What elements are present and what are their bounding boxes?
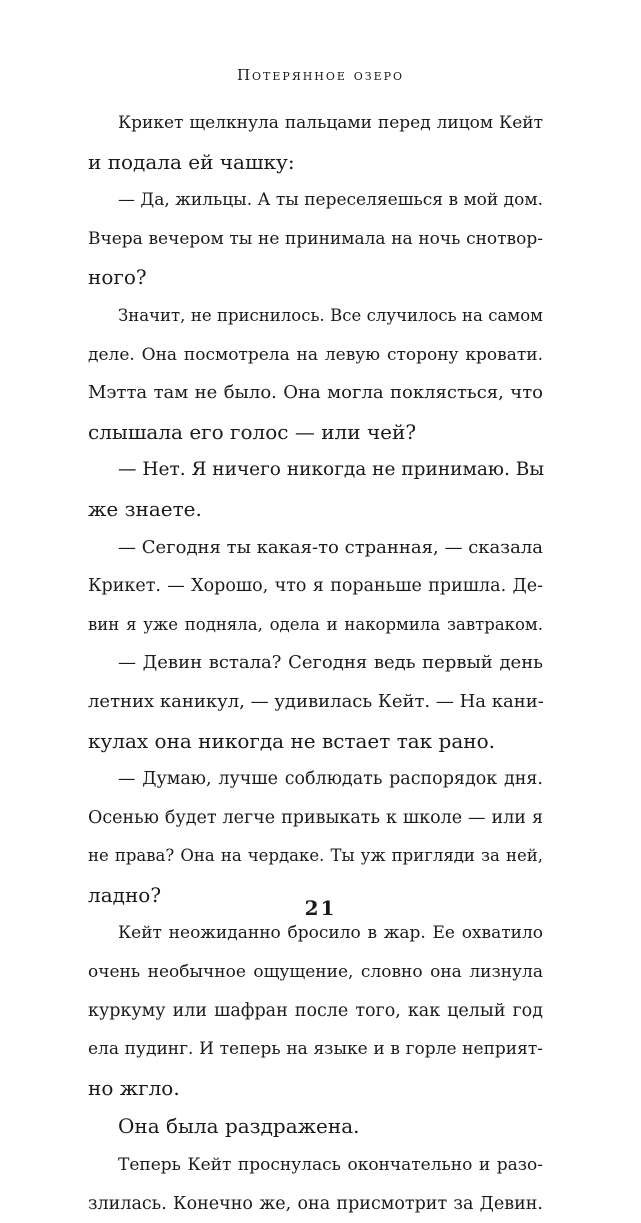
text-line: и подала ей чашку: — [88, 149, 295, 174]
text-line: ладно? — [88, 882, 162, 907]
text-line: летних каникул, — удивилась Кейт. — На кани- — [88, 690, 544, 712]
text-line: — Девин встала? Сегодня ведь первый день — [118, 652, 543, 674]
text-line: — Думаю, лучше соблюдать распорядок дня. — [118, 769, 543, 790]
text-line: — Нет. Я ничего никогда не принимаю. Вы — [118, 459, 545, 481]
text-line: ела пудинг. И теперь на языке и в горле неприят- — [88, 1039, 543, 1060]
text-line: деле. Она посмотрела на левую сторону кровати. — [88, 344, 543, 365]
text-line: злилась. Конечно же, она присмотрит за Девин. — [88, 1193, 543, 1214]
text-line: Она была раздражена. — [118, 1114, 360, 1139]
running-head: Потерянное озеро — [236, 66, 405, 84]
text-line: не права? Она на чердаке. Ты уж пригляди за ней, — [88, 846, 543, 866]
text-line: слышала его голос — или чей? — [88, 419, 417, 444]
text-line: вин я уже подняла, одела и накормила завтраком. — [88, 614, 543, 634]
page-number: 21 — [304, 896, 337, 920]
text-line: кулах она никогда не встает так рано. — [88, 728, 495, 753]
text-line: Вчера вечером ты не принимала на ночь снотвор- — [88, 228, 543, 249]
body-text — [88, 104, 543, 1223]
text-line: Крикет щелкнула пальцами перед лицом Кейт — [118, 113, 543, 133]
text-line: Значит, не приснилось. Все случилось на самом — [118, 305, 543, 325]
text-line: Мэтта там не было. Она могла поклясться, что — [88, 382, 543, 404]
text-line: же знаете. — [88, 496, 202, 521]
text-line: куркуму или шафран после того, как целый год — [88, 1000, 543, 1021]
text-line: Кейт неожиданно бросило в жар. Ее охватило — [118, 923, 543, 944]
text-line: но жгло. — [88, 1075, 180, 1100]
text-line: Крикет. — Хорошо, что я пораньше пришла. Де- — [88, 576, 543, 597]
text-line: ного? — [88, 265, 147, 290]
text-line: — Да, жильцы. А ты переселяешься в мой дом. — [118, 190, 543, 211]
text-line: очень необычное ощущение, словно она лизнула — [88, 962, 543, 983]
text-line: Теперь Кейт проснулась окончательно и разо- — [118, 1155, 543, 1176]
text-line: Осенью будет легче привыкать к школе — или я — [88, 807, 543, 828]
text-line: — Сегодня ты какая-то странная, — сказала — [118, 536, 543, 558]
